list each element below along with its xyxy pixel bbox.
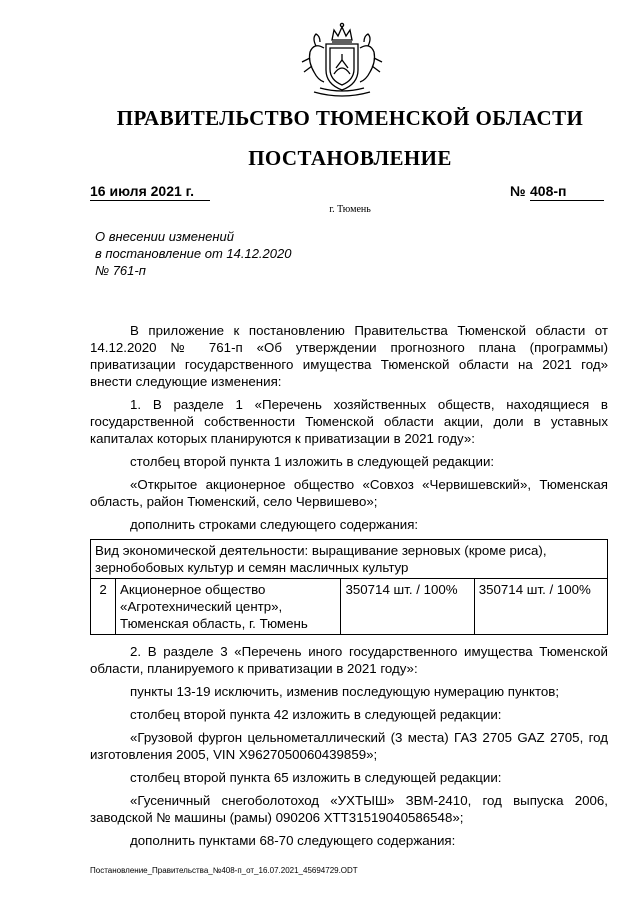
paragraph: пункты 13-19 исключить, изменив последующую нумерацию пунктов; bbox=[130, 684, 560, 699]
paragraph: «Открытое акционерное общество «Совхоз «Червишевский», Тюменская область, район Тюменский, село Червишево»; bbox=[90, 477, 608, 509]
table-header-cell: Вид экономической деятельности: выращивание зерновых (кроме риса), зернобобовых культур и семян масличных культур bbox=[91, 540, 608, 579]
decree-number: 408-п bbox=[530, 183, 567, 199]
table-cell-number: 2 bbox=[91, 579, 116, 635]
decree-subject bbox=[95, 228, 395, 279]
table-cell-shares-1: 350714 шт. / 100% bbox=[341, 579, 474, 635]
paragraph: столбец второй пункта 65 изложить в следующей редакции: bbox=[130, 770, 502, 785]
paragraph: «Грузовой фургон цельнометаллический (3 места) ГАЗ 2705 GAZ 2705, год изготовления 2005, VIN X9627050060439859»; bbox=[90, 730, 608, 762]
file-name-footer: Постановление_Правительства_№408-п_от_16.07.2021_45694729.ODT bbox=[90, 866, 358, 875]
number-label: № bbox=[510, 183, 526, 199]
date-underline bbox=[90, 200, 210, 201]
paragraph: дополнить строками следующего содержания: bbox=[130, 517, 419, 532]
decree-date: 16 июля 2021 г. bbox=[90, 183, 194, 199]
paragraph: столбец второй пункта 42 изложить в следующей редакции: bbox=[130, 707, 502, 722]
amendment-table bbox=[90, 539, 608, 635]
section-1-paragraph: 1. В разделе 1 «Перечень хозяйственных обществ, находящиеся в государственной собственности Тюменской области акции, доли в уставных капиталах которых планируются к приватизации в 2021 году»: bbox=[90, 397, 608, 446]
section-3-paragraph: 2. В разделе 3 «Перечень иного государственного имущества Тюменской области, планируемого к приватизации в 2021 году»: bbox=[90, 644, 608, 676]
document-type-title: ПОСТАНОВЛЕНИЕ bbox=[248, 146, 452, 170]
paragraph: столбец второй пункта 1 изложить в следующей редакции: bbox=[130, 454, 495, 469]
coat-of-arms-icon bbox=[294, 22, 390, 102]
city: г. Тюмень bbox=[329, 204, 371, 215]
government-title: ПРАВИТЕЛЬСТВО ТЮМЕНСКОЙ ОБЛАСТИ bbox=[116, 106, 584, 130]
table-row bbox=[91, 540, 608, 579]
subject-line-3: № 761-п bbox=[95, 263, 146, 278]
intro-paragraph: В приложение к постановлению Правительства Тюменской области от 14.12.2020 № 761-п «Об утверждении прогнозного плана (программы) приватизации государственного имущества Тюменской области на 2021 год» внести следующие изменения: bbox=[90, 323, 608, 389]
paragraph: «Гусеничный снегоболотоход «УХТЫШ» ЗВМ-2410, год выпуска 2006, заводской № машины (рамы) 090206 ХТТ31519040586548»; bbox=[90, 793, 608, 825]
table-cell-name: Акционерное общество «Агротехнический центр», Тюменская область, г. Тюмень bbox=[116, 579, 341, 635]
decree-body bbox=[90, 322, 608, 855]
number-underline bbox=[530, 200, 604, 201]
subject-line-1: О внесении изменений bbox=[95, 229, 234, 244]
subject-line-2: в постановление от 14.12.2020 bbox=[95, 246, 292, 261]
table-row bbox=[91, 579, 608, 635]
table-cell-shares-2: 350714 шт. / 100% bbox=[474, 579, 607, 635]
paragraph: дополнить пунктами 68-70 следующего содержания: bbox=[130, 833, 456, 848]
